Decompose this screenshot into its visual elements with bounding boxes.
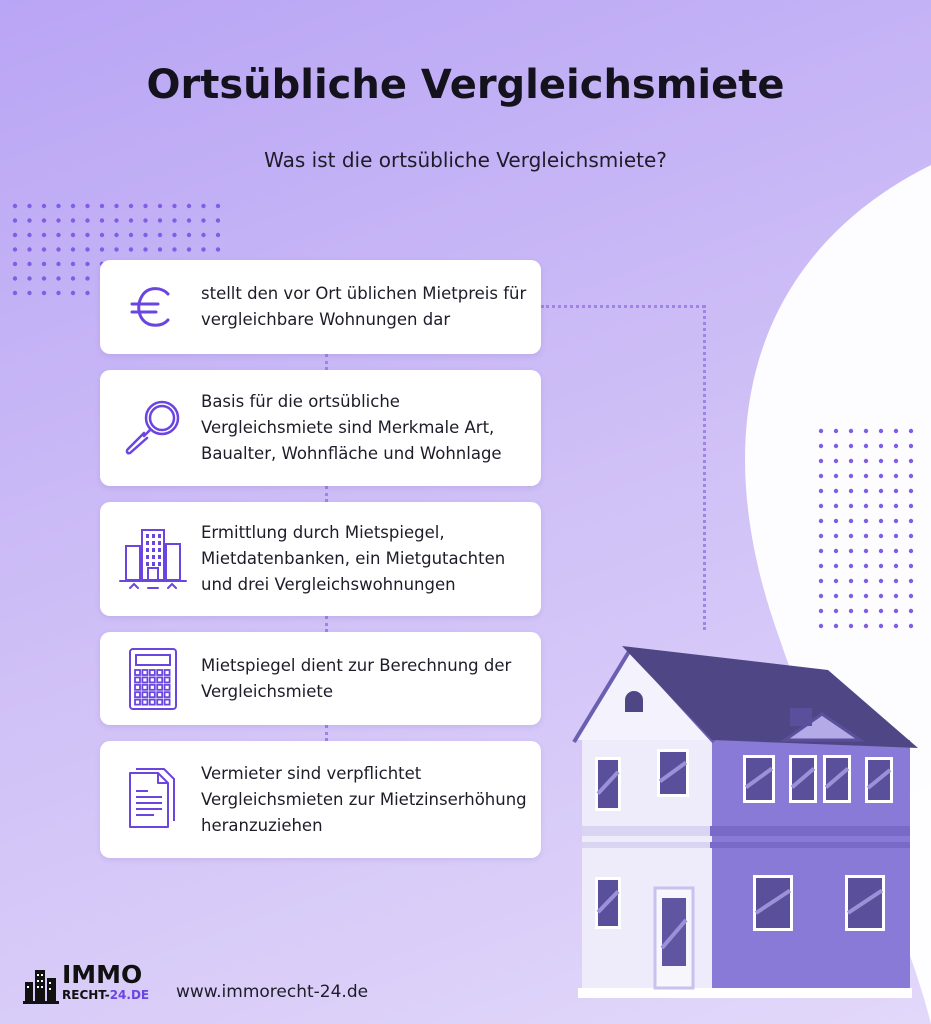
decorative-dot — [819, 549, 823, 553]
decorative-dot — [834, 429, 838, 433]
calculator-key — [142, 699, 147, 704]
house-window — [753, 875, 793, 931]
decorative-dot — [819, 429, 823, 433]
skyline-icon — [22, 964, 62, 1004]
decorative-dot — [42, 218, 46, 222]
decorative-dot — [909, 429, 913, 433]
calculator-key — [135, 670, 140, 675]
decorative-dot — [172, 218, 176, 222]
buildings-icon — [118, 524, 188, 594]
decorative-dot — [879, 579, 883, 583]
decorative-dot — [834, 519, 838, 523]
decorative-dot — [129, 247, 133, 251]
house-window — [595, 757, 621, 811]
decorative-dot — [143, 218, 147, 222]
decorative-dot — [56, 247, 60, 251]
decorative-dot — [909, 564, 913, 568]
decorative-dot — [879, 609, 883, 613]
window-mark — [152, 562, 155, 566]
calculator-key — [157, 692, 162, 697]
decorative-dot — [114, 233, 118, 237]
decorative-dot — [819, 474, 823, 478]
decorative-dot — [42, 276, 46, 280]
euro-icon — [118, 272, 188, 342]
decorative-dot — [819, 609, 823, 613]
website-url[interactable]: www.immorecht-24.de — [176, 982, 369, 1002]
decorative-dot — [864, 609, 868, 613]
calculator-key — [135, 684, 140, 689]
decorative-dot — [849, 489, 853, 493]
logo-text-recht: RECHT- — [62, 988, 110, 1002]
decorative-dot — [27, 233, 31, 237]
decorative-dot — [894, 429, 898, 433]
decorative-dot — [894, 459, 898, 463]
calculator-key — [157, 670, 162, 675]
house-window — [595, 877, 621, 929]
decorative-dot — [864, 564, 868, 568]
decorative-dot — [894, 549, 898, 553]
decorative-dot — [879, 459, 883, 463]
decorative-dot — [834, 549, 838, 553]
decorative-dot — [27, 276, 31, 280]
decorative-dot — [834, 444, 838, 448]
decorative-dot — [909, 474, 913, 478]
decorative-dot — [819, 489, 823, 493]
decorative-dot — [879, 474, 883, 478]
decorative-dot — [100, 247, 104, 251]
info-card — [100, 260, 541, 354]
decorative-dot — [71, 262, 75, 266]
decorative-dot — [849, 609, 853, 613]
decorative-dot — [85, 218, 89, 222]
calculator-key — [157, 699, 162, 704]
decorative-dot — [819, 519, 823, 523]
decorative-dot — [909, 444, 913, 448]
decorative-dot — [13, 291, 17, 295]
decorative-dot — [864, 594, 868, 598]
decorative-dot — [27, 247, 31, 251]
window-mark — [146, 555, 149, 559]
info-card — [100, 370, 541, 486]
brand-logo — [22, 960, 162, 1008]
decorative-dot — [42, 262, 46, 266]
decorative-dot — [819, 534, 823, 538]
calculator-key — [165, 677, 170, 682]
info-card — [100, 632, 541, 725]
decorative-dot — [56, 291, 60, 295]
decorative-dot — [864, 489, 868, 493]
decorative-dot — [56, 204, 60, 208]
magnifier-icon — [118, 393, 188, 463]
decorative-dot — [894, 444, 898, 448]
decorative-dot — [187, 218, 191, 222]
calculator-key — [150, 670, 155, 675]
decorative-dot — [71, 204, 75, 208]
info-card — [100, 502, 541, 616]
decorative-dot — [187, 247, 191, 251]
decorative-dot — [834, 504, 838, 508]
decorative-dot — [879, 429, 883, 433]
decorative-dot — [819, 444, 823, 448]
decorative-dot — [879, 594, 883, 598]
decorative-dot — [201, 218, 205, 222]
house-window — [743, 755, 775, 803]
decorative-dot — [201, 233, 205, 237]
house-window — [823, 755, 851, 803]
info-card-text: Mietspiegel dient zur Berechnung der Vergleichsmiete — [201, 655, 512, 701]
calculator-key — [150, 677, 155, 682]
decorative-dot — [42, 291, 46, 295]
decorative-dot — [114, 247, 118, 251]
decorative-dot — [27, 204, 31, 208]
decorative-dot — [909, 504, 913, 508]
decorative-dot — [864, 579, 868, 583]
decorative-dot — [879, 519, 883, 523]
decorative-dot — [42, 233, 46, 237]
decorative-dot — [158, 218, 162, 222]
decorative-dot — [143, 204, 147, 208]
decorative-dot — [216, 247, 220, 251]
calculator-key — [150, 692, 155, 697]
decorative-dot — [216, 233, 220, 237]
decorative-dot — [143, 247, 147, 251]
decorative-dot — [849, 444, 853, 448]
decorative-dot — [879, 564, 883, 568]
decorative-dot — [42, 247, 46, 251]
decorative-dot — [894, 609, 898, 613]
calculator-key — [142, 677, 147, 682]
decorative-dot — [216, 204, 220, 208]
decorative-dot — [56, 262, 60, 266]
decorative-dot — [834, 564, 838, 568]
decorative-dot — [819, 594, 823, 598]
decorative-dot — [849, 459, 853, 463]
decorative-dot — [909, 534, 913, 538]
decorative-dot — [879, 444, 883, 448]
connector-line — [325, 354, 328, 370]
decorative-dot — [56, 218, 60, 222]
decorative-dot — [42, 204, 46, 208]
calculator-key — [157, 684, 162, 689]
decorative-dot — [909, 519, 913, 523]
decorative-dot — [819, 459, 823, 463]
decorative-dot — [834, 594, 838, 598]
decorative-dot — [100, 204, 104, 208]
decorative-dot — [819, 504, 823, 508]
decorative-dot — [894, 534, 898, 538]
connector-line-vertical — [703, 305, 706, 630]
decorative-dot — [894, 489, 898, 493]
decorative-dot — [834, 534, 838, 538]
window-mark — [152, 534, 155, 538]
logo-text-top: IMMO — [62, 960, 143, 989]
decorative-dot — [100, 218, 104, 222]
decorative-dot — [894, 564, 898, 568]
decorative-dot — [849, 504, 853, 508]
dot-grid-right — [818, 428, 923, 638]
house-window — [845, 875, 885, 931]
window-mark — [158, 541, 161, 545]
decorative-dot — [879, 534, 883, 538]
decorative-dot — [172, 247, 176, 251]
decorative-dot — [879, 489, 883, 493]
decorative-dot — [56, 276, 60, 280]
decorative-dot — [187, 233, 191, 237]
decorative-dot — [143, 233, 147, 237]
decorative-dot — [13, 262, 17, 266]
info-card-text: stellt den vor Ort üblichen Mietpreis für vergleichbare Wohnungen dar — [201, 284, 527, 329]
decorative-dot — [834, 624, 838, 628]
decorative-dot — [201, 204, 205, 208]
window-mark — [158, 555, 161, 559]
decorative-dot — [114, 204, 118, 208]
decorative-dot — [129, 233, 133, 237]
document-icon — [118, 765, 188, 835]
decorative-dot — [909, 489, 913, 493]
decorative-dot — [819, 624, 823, 628]
window-mark — [152, 541, 155, 545]
decorative-dot — [879, 624, 883, 628]
window-mark — [152, 555, 155, 559]
decorative-dot — [849, 579, 853, 583]
decorative-dot — [85, 204, 89, 208]
calculator-key — [150, 699, 155, 704]
calculator-key — [142, 692, 147, 697]
connector-line — [325, 486, 328, 502]
decorative-dot — [909, 579, 913, 583]
calculator-key — [135, 692, 140, 697]
decorative-dot — [909, 549, 913, 553]
decorative-dot — [85, 247, 89, 251]
calculator-key — [150, 684, 155, 689]
calculator-key — [135, 677, 140, 682]
calculator-key — [135, 699, 140, 704]
calculator-key — [165, 684, 170, 689]
decorative-dot — [158, 204, 162, 208]
calculator-icon — [118, 644, 188, 714]
decorative-dot — [819, 564, 823, 568]
info-card-text: Basis für die ortsübliche Vergleichsmiete sind Merkmale Art, Baualter, Wohnfläche und Wohnlage — [201, 392, 502, 463]
window-mark — [158, 562, 161, 566]
decorative-dot — [834, 609, 838, 613]
connector-line — [325, 616, 328, 632]
decorative-dot — [849, 549, 853, 553]
decorative-dot — [27, 291, 31, 295]
decorative-dot — [71, 233, 75, 237]
page-title: Ortsübliche Vergleichsmiete — [146, 62, 785, 108]
decorative-dot — [71, 276, 75, 280]
decorative-dot — [864, 534, 868, 538]
decorative-dot — [894, 474, 898, 478]
decorative-dot — [13, 276, 17, 280]
decorative-dot — [13, 204, 17, 208]
decorative-dot — [85, 233, 89, 237]
decorative-dot — [13, 218, 17, 222]
decorative-dot — [849, 519, 853, 523]
window-mark — [146, 541, 149, 545]
connector-line-horizontal — [541, 305, 705, 308]
calculator-key — [142, 670, 147, 675]
decorative-dot — [864, 444, 868, 448]
info-card-text: Vermieter sind verpflichtet Vergleichsmieten zur Mietzinserhöhung heranzuziehen — [201, 763, 527, 835]
decorative-dot — [894, 624, 898, 628]
house-window — [865, 757, 893, 803]
decorative-dot — [100, 233, 104, 237]
decorative-dot — [71, 218, 75, 222]
decorative-dot — [894, 579, 898, 583]
decorative-dot — [894, 519, 898, 523]
window-mark — [146, 562, 149, 566]
window-mark — [152, 548, 155, 552]
window-mark — [158, 548, 161, 552]
decorative-dot — [849, 594, 853, 598]
decorative-dot — [864, 474, 868, 478]
info-card-text: Ermittlung durch Mietspiegel, Mietdatenbanken, ein Mietgutachten und drei Vergleichswohnungen — [201, 523, 506, 594]
calculator-key — [157, 677, 162, 682]
decorative-dot — [849, 429, 853, 433]
decorative-dot — [864, 459, 868, 463]
decorative-dot — [216, 218, 220, 222]
decorative-dot — [864, 624, 868, 628]
decorative-dot — [909, 624, 913, 628]
decorative-dot — [819, 579, 823, 583]
decorative-dot — [834, 459, 838, 463]
decorative-dot — [172, 233, 176, 237]
decorative-dot — [849, 624, 853, 628]
decorative-dot — [27, 262, 31, 266]
decorative-dot — [834, 489, 838, 493]
logo-text-domain: 24.DE — [109, 988, 150, 1002]
decorative-dot — [71, 291, 75, 295]
decorative-dot — [201, 247, 205, 251]
decorative-dot — [894, 504, 898, 508]
decorative-dot — [71, 247, 75, 251]
decorative-dot — [849, 474, 853, 478]
decorative-dot — [834, 474, 838, 478]
window-mark — [146, 548, 149, 552]
calculator-key — [142, 684, 147, 689]
decorative-dot — [909, 459, 913, 463]
decorative-dot — [13, 233, 17, 237]
decorative-dot — [27, 218, 31, 222]
decorative-dot — [849, 564, 853, 568]
decorative-dot — [849, 534, 853, 538]
house-window — [789, 755, 817, 803]
decorative-dot — [864, 429, 868, 433]
decorative-dot — [187, 204, 191, 208]
decorative-dot — [834, 579, 838, 583]
decorative-dot — [909, 594, 913, 598]
calculator-key — [165, 692, 170, 697]
decorative-dot — [56, 233, 60, 237]
decorative-dot — [864, 519, 868, 523]
decorative-dot — [85, 276, 89, 280]
decorative-dot — [114, 218, 118, 222]
decorative-dot — [85, 262, 89, 266]
decorative-dot — [158, 233, 162, 237]
decorative-dot — [158, 247, 162, 251]
decorative-dot — [894, 594, 898, 598]
decorative-dot — [909, 609, 913, 613]
calculator-key — [165, 699, 170, 704]
decorative-dot — [129, 218, 133, 222]
decorative-dot — [864, 549, 868, 553]
decorative-dot — [879, 504, 883, 508]
decorative-dot — [13, 247, 17, 251]
decorative-dot — [129, 204, 133, 208]
decorative-dot — [879, 549, 883, 553]
decorative-dot — [172, 204, 176, 208]
info-card — [100, 741, 541, 858]
house-window — [657, 749, 689, 797]
window-mark — [146, 534, 149, 538]
logo-text-bottom — [62, 988, 149, 1002]
connector-line — [325, 725, 328, 741]
page-subtitle: Was ist die ortsübliche Vergleichsmiete? — [264, 148, 667, 172]
decorative-dot — [85, 291, 89, 295]
house-illustration — [560, 630, 920, 1000]
window-mark — [158, 534, 161, 538]
decorative-dot — [864, 504, 868, 508]
calculator-key — [165, 670, 170, 675]
